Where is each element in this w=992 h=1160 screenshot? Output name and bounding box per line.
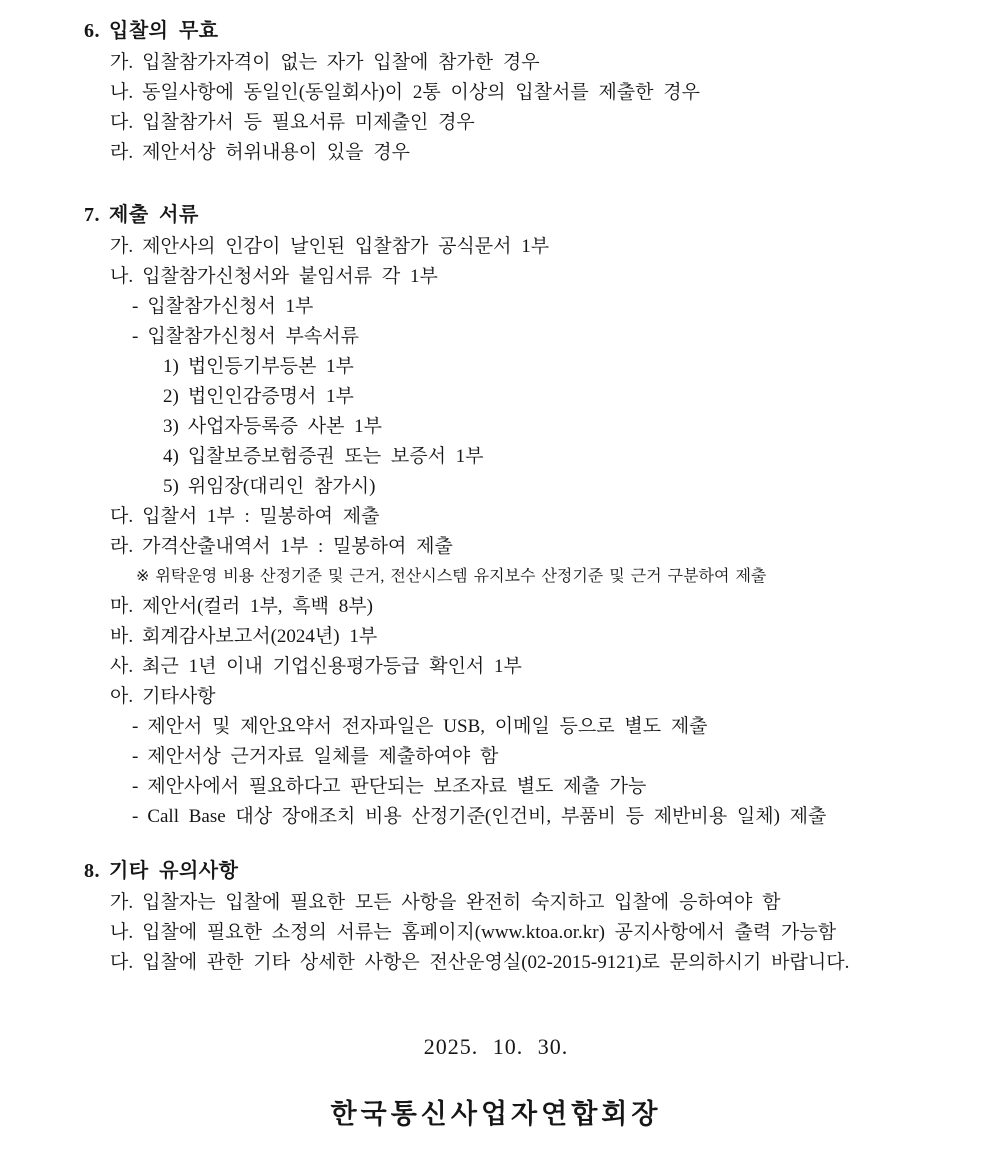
- item-label: -: [132, 296, 139, 317]
- section-title: 기타 유의사항: [109, 860, 239, 882]
- doc-line-dash: [0, 772, 992, 802]
- section-title: 제출 서류: [109, 204, 199, 226]
- item-label: 나.: [110, 922, 134, 943]
- doc-line-item: [0, 682, 992, 712]
- item-text: 입찰보증보험증권 또는 보증서 1부: [187, 446, 484, 467]
- item-text: 입찰참가신청서 부속서류: [147, 326, 359, 347]
- item-label: 4): [163, 446, 179, 467]
- item-label: 가.: [110, 52, 134, 73]
- item-label: 가.: [110, 236, 134, 257]
- doc-line-num: [0, 472, 992, 502]
- doc-line-item: [0, 918, 992, 948]
- item-text: 입찰참가서 등 필요서류 미제출인 경우: [142, 112, 475, 133]
- item-label: 라.: [110, 142, 134, 163]
- section-title: 입찰의 무효: [109, 20, 219, 42]
- doc-line-num: [0, 352, 992, 382]
- doc-line-item: [0, 888, 992, 918]
- doc-line-num: [0, 412, 992, 442]
- item-label: 바.: [110, 626, 134, 647]
- item-text: 법인인감증명서 1부: [187, 386, 354, 407]
- document-signature: 한국통신사업자연합회장: [330, 1099, 662, 1129]
- item-text: 입찰참가신청서 1부: [147, 296, 314, 317]
- item-label: 나.: [110, 82, 134, 103]
- item-text: 동일사항에 동일인(동일회사)이 2통 이상의 입찰서를 제출한 경우: [142, 82, 700, 103]
- doc-line-item: [0, 622, 992, 652]
- item-label: -: [132, 776, 139, 797]
- item-text: 제안서상 근거자료 일체를 제출하여야 함: [147, 746, 499, 767]
- item-text: 가격산출내역서 1부 : 밀봉하여 제출: [142, 536, 453, 557]
- item-text: 위임장(대리인 참가시): [187, 476, 376, 497]
- item-label: 2): [163, 386, 179, 407]
- doc-line-item: [0, 78, 992, 108]
- item-label: 5): [163, 476, 179, 497]
- item-label: -: [132, 716, 139, 737]
- document-sections: [0, 14, 992, 978]
- item-text: 사업자등록증 사본 1부: [187, 416, 383, 437]
- doc-line-dash: [0, 712, 992, 742]
- item-label: -: [132, 806, 139, 827]
- doc-line-note: [0, 562, 992, 592]
- item-text: 제안사에서 필요하다고 판단되는 보조자료 별도 제출 가능: [147, 776, 647, 797]
- item-label: 나.: [110, 266, 134, 287]
- item-label: 다.: [110, 952, 134, 973]
- item-text: 회계감사보고서(2024년) 1부: [142, 626, 378, 647]
- item-text: 입찰참가자격이 없는 자가 입찰에 참가한 경우: [142, 52, 540, 73]
- item-text: 입찰에 관한 기타 상세한 사항은 전산운영실(02-2015-9121)로 문의하시기 바랍니다.: [142, 952, 850, 973]
- document-date: 2025. 10. 30.: [423, 1034, 569, 1059]
- item-label: 마.: [110, 596, 134, 617]
- doc-line-item: [0, 652, 992, 682]
- item-text: 제안서 및 제안요약서 전자파일은 USB, 이메일 등으로 별도 제출: [147, 716, 708, 737]
- section-number: 7.: [84, 204, 100, 226]
- item-label: 3): [163, 416, 179, 437]
- item-text: 제안서상 허위내용이 있을 경우: [142, 142, 410, 163]
- doc-line-item: [0, 232, 992, 262]
- item-text: 입찰자는 입찰에 필요한 모든 사항을 완전히 숙지하고 입찰에 응하여야 함: [142, 892, 781, 913]
- item-label: 다.: [110, 112, 134, 133]
- doc-line-item: [0, 948, 992, 978]
- item-label: 아.: [110, 686, 134, 707]
- section-6: [0, 14, 992, 168]
- doc-line-item: [0, 592, 992, 622]
- doc-line-num: [0, 442, 992, 472]
- item-label: 가.: [110, 892, 134, 913]
- section-8: [0, 854, 992, 978]
- item-label: -: [132, 326, 139, 347]
- item-label: 다.: [110, 506, 134, 527]
- item-text: 제안사의 인감이 날인된 입찰참가 공식문서 1부: [142, 236, 550, 257]
- item-text: 법인등기부등본 1부: [187, 356, 354, 377]
- section-heading: [0, 14, 992, 48]
- item-text: 최근 1년 이내 기업신용평가등급 확인서 1부: [142, 656, 522, 677]
- section-7: [0, 198, 992, 832]
- item-text: 제안서(컬러 1부, 흑백 8부): [142, 596, 373, 617]
- item-label: ※: [136, 568, 150, 585]
- doc-line-dash: [0, 742, 992, 772]
- section-heading: [0, 854, 992, 888]
- doc-line-item: [0, 108, 992, 138]
- doc-line-dash: [0, 292, 992, 322]
- item-text: 위탁운영 비용 산정기준 및 근거, 전산시스템 유지보수 산정기준 및 근거 구분하여 제출: [155, 568, 767, 585]
- item-text: 입찰서 1부 : 밀봉하여 제출: [142, 506, 380, 527]
- doc-line-item: [0, 502, 992, 532]
- item-label: -: [132, 746, 139, 767]
- doc-line-item: [0, 262, 992, 292]
- section-heading: [0, 198, 992, 232]
- section-number: 8.: [84, 860, 100, 882]
- doc-line-item: [0, 138, 992, 168]
- item-label: 사.: [110, 656, 134, 677]
- item-text: 기타사항: [142, 686, 216, 707]
- item-text: Call Base 대상 장애조치 비용 산정기준(인건비, 부품비 등 제반비용 일체) 제출: [147, 806, 827, 827]
- item-label: 라.: [110, 536, 134, 557]
- doc-line-item: [0, 532, 992, 562]
- item-label: 1): [163, 356, 179, 377]
- doc-line-num: [0, 382, 992, 412]
- doc-line-dash: [0, 322, 992, 352]
- item-text: 입찰에 필요한 소정의 서류는 홈페이지(www.ktoa.or.kr) 공지사항에서 출력 가능함: [142, 922, 837, 943]
- doc-line-dash: [0, 802, 992, 832]
- doc-line-item: [0, 48, 992, 78]
- item-text: 입찰참가신청서와 붙임서류 각 1부: [142, 266, 438, 287]
- section-number: 6.: [84, 20, 100, 42]
